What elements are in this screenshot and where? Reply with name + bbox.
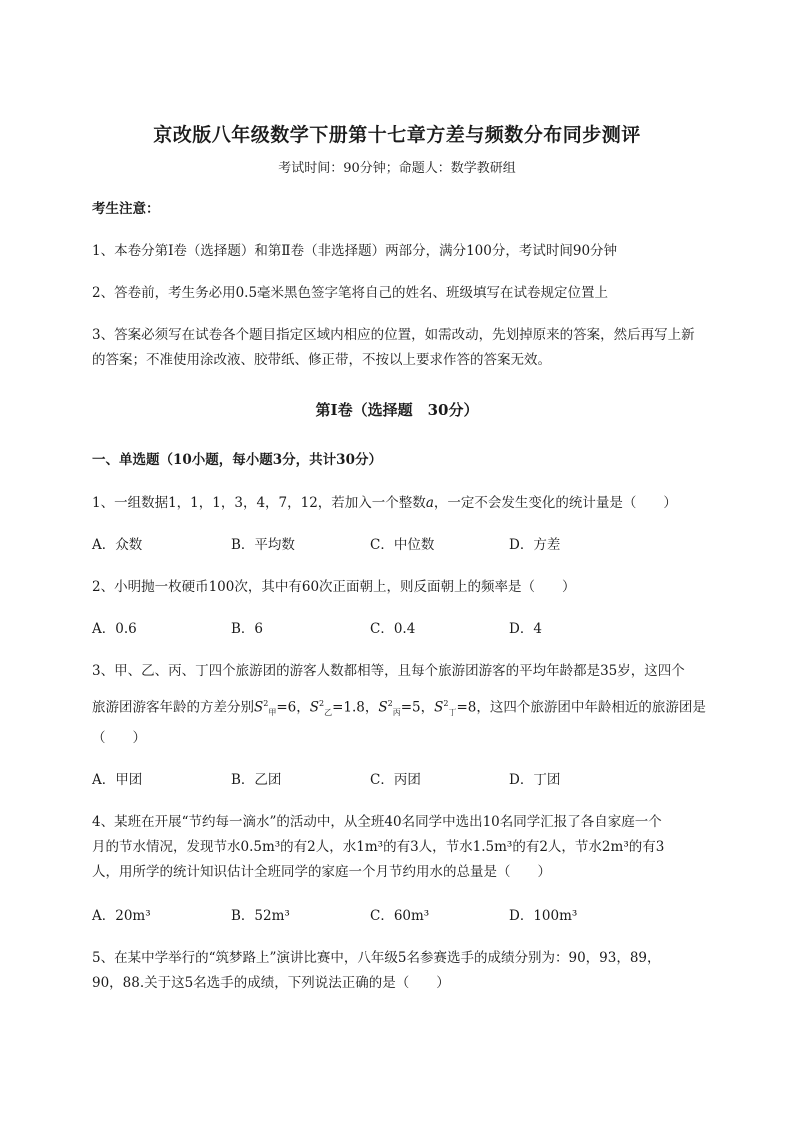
part-heading: 一、单选题（10小题，每小题3分，共计30分）: [92, 452, 382, 468]
variable-a: a: [425, 495, 434, 511]
variance-sup: 2: [319, 699, 325, 708]
q1-option-a[interactable]: A．众数: [92, 537, 143, 553]
question-5-line-2: 90，88.关于这5名选手的成绩，下列说法正确的是（ ）: [92, 975, 450, 991]
question-2-stem: 2、小明抛一枚硬币100次，其中有60次正面朝上，则反面朝上的频率是（ ）: [92, 579, 576, 595]
variance-sup: 2: [387, 699, 393, 708]
q4-option-b[interactable]: B．52m³: [231, 908, 290, 924]
question-3-text-a: 旅游团游客年龄的方差分别: [92, 699, 254, 716]
question-3-text-b: ，这四个旅游团中年龄相近的旅游团是: [476, 699, 706, 716]
variance-sub-jia: 甲: [268, 708, 277, 718]
variance-value-jia: =6: [276, 699, 297, 716]
variance-value-yi: =1.8: [332, 699, 365, 716]
question-1-text-b: ，一定不会发生变化的统计量是（ ）: [433, 495, 677, 511]
q2-option-c[interactable]: C．0.4: [370, 621, 416, 637]
note-3-line-2: 的答案；不准使用涂改液、胶带纸、修正带，不按以上要求作答的答案无效。: [92, 352, 551, 368]
q1-option-b[interactable]: B．平均数: [231, 537, 295, 553]
question-1-text-a: 1、一组数据1，1，1，3，4，7，12，若加入一个整数: [92, 495, 426, 511]
question-3-line-2: [92, 694, 742, 723]
q1-option-d[interactable]: D．方差: [509, 537, 561, 553]
variance-sup: 2: [443, 699, 449, 708]
separator: ，: [296, 699, 310, 716]
q2-option-b[interactable]: B．6: [231, 621, 264, 637]
q2-option-d[interactable]: D．4: [509, 621, 542, 637]
exam-info: 考试时间：90分钟；命题人：数学教研组: [278, 161, 516, 176]
question-4-line-3: 人，用所学的统计知识估计全班同学的家庭一个月节约用水的总量是（ ）: [92, 864, 551, 880]
question-3-line-1: 3、甲、乙、丙、丁四个旅游团的游客人数都相等，且每个旅游团游客的平均年龄都是35岁，这四个: [92, 663, 685, 679]
section-title: 第Ⅰ卷（选择题 30分）: [315, 401, 479, 419]
note-2: 2、答卷前，考生务必用0.5毫米黑色签字笔将自己的姓名、班级填写在试卷规定位置上: [92, 285, 609, 301]
variance-value-bing: =5: [400, 699, 421, 716]
variance-value-ding: =8: [456, 699, 477, 716]
question-3-line-3: （ ）: [92, 730, 146, 746]
q3-option-b[interactable]: B．乙团: [231, 772, 282, 788]
q2-option-a[interactable]: A．0.6: [92, 621, 137, 637]
q3-option-a[interactable]: A．甲团: [92, 772, 143, 788]
question-4-line-2: 月的节水情况，发现节水0.5m³的有2人，水1m³的有3人，节水1.5m³的有2人，节水2m³的有3: [92, 839, 665, 855]
variance-sup: 2: [263, 699, 269, 708]
q3-option-d[interactable]: D．丁团: [509, 772, 561, 788]
page-title: 京改版八年级数学下册第十七章方差与频数分布同步测评: [153, 124, 641, 146]
q1-option-c[interactable]: C．中位数: [370, 537, 435, 553]
q4-option-d[interactable]: D．100m³: [509, 908, 578, 924]
question-5-line-1: 5、在某中学举行的“筑梦路上”演讲比赛中，八年级5名参赛选手的成绩分别为：90，93，89，: [92, 950, 661, 966]
notes-heading: 考生注意：: [92, 201, 160, 217]
question-1-stem: [92, 493, 742, 513]
separator: ，: [420, 699, 435, 716]
q4-option-c[interactable]: C．60m³: [370, 908, 430, 924]
separator: ，: [364, 699, 379, 716]
question-4-line-1: 4、某班在开展“节约每一滴水”的活动中，从全班40名同学中选出10名同学汇报了各自家庭一个: [92, 814, 662, 830]
variance-symbol: S: [254, 699, 264, 716]
note-3-line-1: 3、答案必须写在试卷各个题目指定区域内相应的位置，如需改动，先划掉原来的答案，然后再写上新: [92, 327, 695, 343]
q4-option-a[interactable]: A．20m³: [92, 908, 151, 924]
note-1: 1、本卷分第Ⅰ卷（选择题）和第Ⅱ卷（非选择题）两部分，满分100分，考试时间90分钟: [92, 243, 618, 259]
variance-symbol: S: [309, 699, 319, 716]
variance-sub-bing: 丙: [392, 708, 401, 718]
variance-sub-yi: 乙: [324, 708, 333, 718]
q3-option-c[interactable]: C．丙团: [370, 772, 421, 788]
variance-symbol: S: [378, 699, 388, 716]
variance-sub-ding: 丁: [448, 708, 457, 718]
variance-symbol: S: [434, 699, 444, 716]
